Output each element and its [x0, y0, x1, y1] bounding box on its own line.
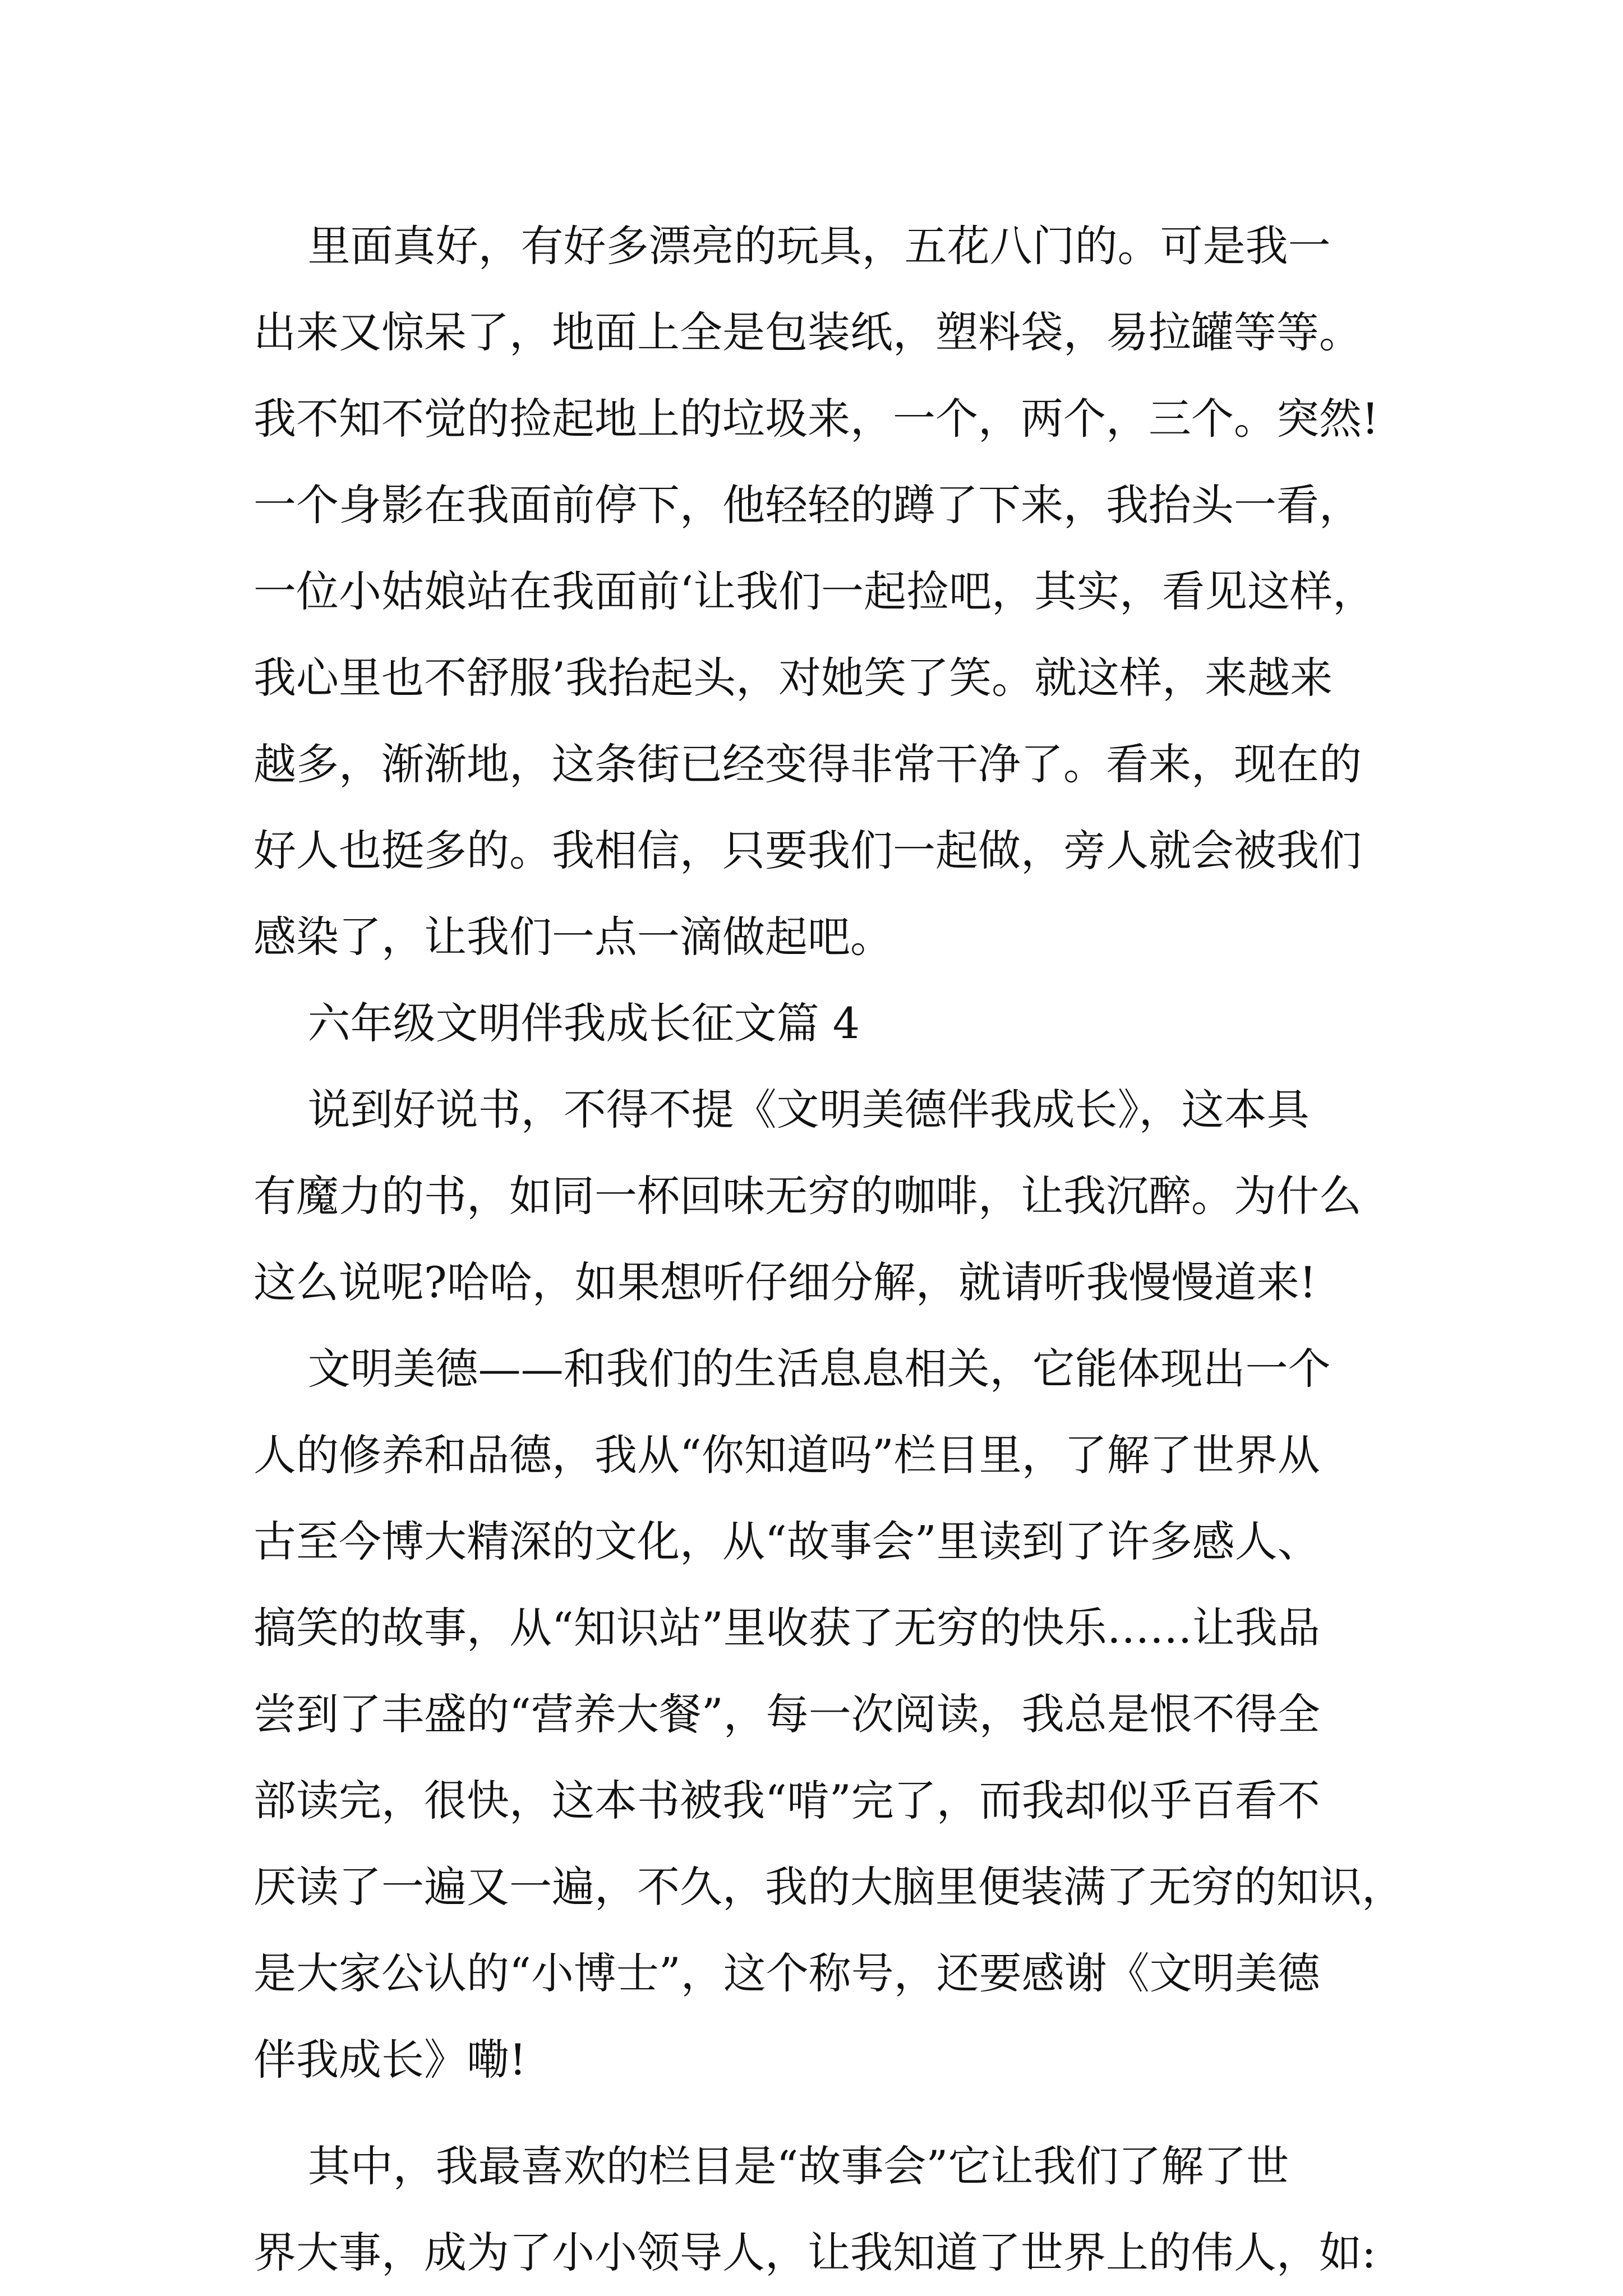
- text-line: 伴我成长》嘞!: [253, 2035, 527, 2085]
- text-line: 感染了，让我们一点一滴做起吧。: [253, 912, 893, 962]
- text-line: 界大事，成为了小小领导人，让我知道了世界上的伟人，如:: [253, 2228, 1376, 2277]
- text-line: 搞笑的故事，从“知识站”里收获了无穷的快乐……让我品: [253, 1603, 1320, 1653]
- text-line: 厌读了一遍又一遍，不久，我的大脑里便装满了无穷的知识，: [253, 1862, 1404, 1912]
- text-line: 我心里也不舒服’我抬起头，对她笑了笑。就这样，来越来: [253, 653, 1333, 703]
- text-line: 里面真好，有好多漂亮的玩具，五花八门的。可是我一: [253, 221, 1331, 271]
- text-line: 人的修养和品德，我从“你知道吗”栏目里，了解了世界从: [253, 1430, 1320, 1480]
- text-line: 一个身影在我面前停下，他轻轻的蹲了下来，我抬头一看，: [253, 480, 1362, 530]
- text-line: 一位小姑娘站在我面前‘让我们一起捡吧，其实，看见这样，: [253, 566, 1376, 616]
- text-line: 说到好说书，不得不提《文明美德伴我成长》，这本具: [253, 1085, 1310, 1135]
- section-heading: 六年级文明伴我成长征文篇 4: [253, 998, 860, 1048]
- text-line: 越多，渐渐地，这条街已经变得非常干净了。看来，现在的: [253, 739, 1362, 789]
- text-line: 是大家公认的“小博士”，这个称号，还要感谢《文明美德: [253, 1948, 1320, 1998]
- text-line: 我不知不觉的捡起地上的垃圾来，一个，两个，三个。突然!: [253, 394, 1379, 444]
- essay-text: [253, 203, 1431, 2296]
- text-line: 古至今博大精深的文化，从“故事会”里读到了许多感人、: [253, 1516, 1320, 1566]
- text-line: 好人也挺多的。我相信，只要我们一起做，旁人就会被我们: [253, 826, 1362, 875]
- text-line: 有魔力的书，如同一杯回味无穷的咖啡，让我沉醉。为什么: [253, 1171, 1362, 1221]
- text-line: 尝到了丰盛的“营养大餐”，每一次阅读，我总是恨不得全: [253, 1689, 1320, 1739]
- text-line: 这么说呢?哈哈，如果想听仔细分解，就请听我慢慢道来!: [253, 1257, 1317, 1307]
- text-line: 文明美德——和我们的生活息息相关，它能体现出一个: [253, 1344, 1331, 1394]
- text-line: 出来又惊呆了，地面上全是包装纸，塑料袋，易拉罐等等。: [253, 307, 1362, 357]
- text-line: 其中，我最喜欢的栏目是“故事会”它让我们了解了世: [253, 2141, 1289, 2191]
- text-line: 部读完，很快，这本书被我“啃”完了，而我却似乎百看不: [253, 1776, 1320, 1825]
- paragraph-gap: [253, 2103, 1431, 2123]
